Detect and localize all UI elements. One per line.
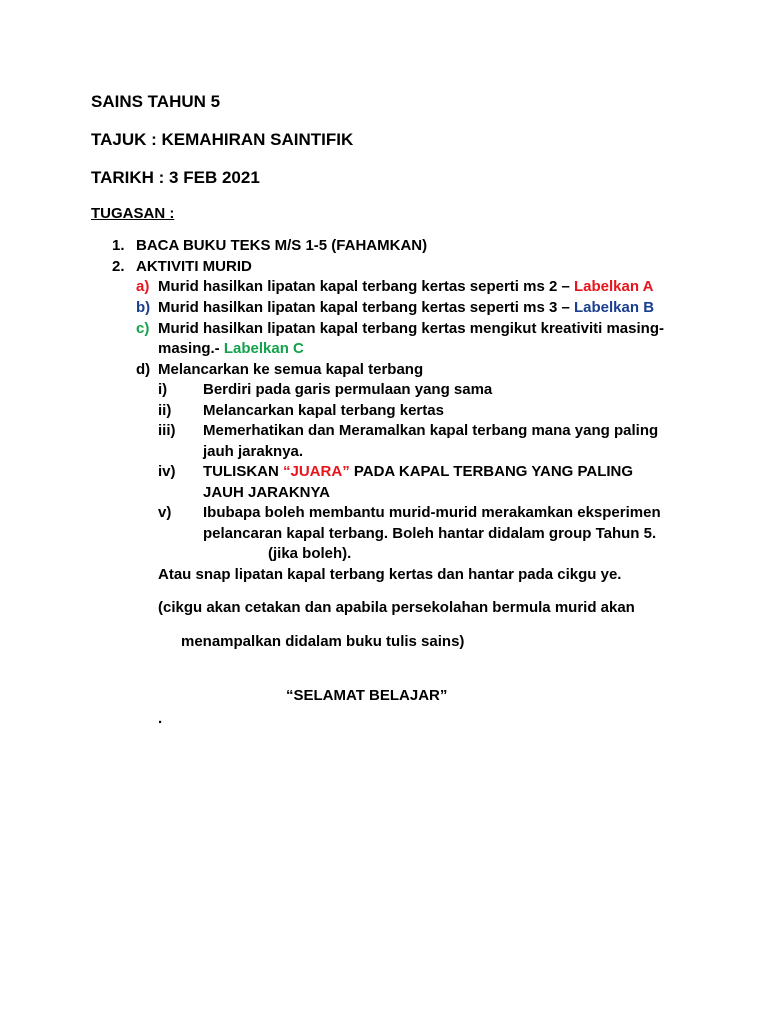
- note-line-2: menampalkan didalam buku tulis sains): [181, 633, 465, 650]
- subitem-a: [158, 277, 653, 297]
- subitem-c-line-1: Murid hasilkan lipatan kapal terbang kertas mengikut kreativiti masing-: [158, 320, 664, 337]
- label-a: Labelkan A: [574, 278, 654, 295]
- step-v-number: v): [158, 504, 172, 521]
- trailing-dot: .: [158, 710, 163, 727]
- item-1-number: 1.: [112, 237, 125, 254]
- subitem-d-text: Melancarkan ke semua kapal terbang: [158, 361, 424, 378]
- subitem-c-line-2: [158, 339, 304, 359]
- subitem-b: [158, 298, 654, 318]
- step-iii-number: iii): [158, 422, 176, 439]
- label-c: Labelkan C: [223, 340, 304, 357]
- item-2-text: AKTIVITI MURID: [136, 258, 252, 275]
- document-title: SAINS TAHUN 5: [91, 92, 221, 111]
- date-heading: TARIKH : 3 FEB 2021: [91, 168, 260, 187]
- step-i-number: i): [158, 381, 168, 398]
- step-iii-line-1: Memerhatikan dan Meramalkan kapal terbang mana yang paling: [203, 422, 659, 439]
- juara-word: JUARA: [290, 463, 343, 480]
- step-ii-number: ii): [158, 402, 172, 419]
- closing-message: “SELAMAT BELAJAR”: [286, 687, 448, 704]
- subitem-b-marker: b): [136, 299, 151, 316]
- note-line-1: (cikgu akan cetakan dan apabila persekolahan bermula murid akan: [158, 599, 635, 616]
- step-iv-pre: TULISKAN: [203, 463, 283, 480]
- topic-heading: TAJUK : KEMAHIRAN SAINTIFIK: [91, 130, 354, 149]
- snap-text: Atau snap lipatan kapal terbang kertas dan hantar pada cikgu ye.: [158, 566, 622, 583]
- step-v-line-2: pelancaran kapal terbang. Boleh hantar didalam group Tahun 5.: [203, 525, 657, 542]
- step-iv-post: PADA KAPAL TERBANG YANG PALING: [349, 463, 634, 480]
- subitem-b-text: Murid hasilkan lipatan kapal terbang kertas seperti ms 3 –: [158, 299, 574, 316]
- step-ii-text: Melancarkan kapal terbang kertas: [203, 402, 444, 419]
- step-v-line-1: Ibubapa boleh membantu murid-murid merakamkan eksperimen: [203, 504, 661, 521]
- item-2-number: 2.: [112, 258, 125, 275]
- quote-open: “: [283, 463, 291, 480]
- step-iv-number: iv): [158, 463, 176, 480]
- step-v-line-3: (jika boleh).: [268, 545, 352, 562]
- step-iv-line-1: [203, 462, 633, 482]
- subitem-c-text-2: masing.-: [158, 340, 224, 357]
- subitem-d-marker: d): [136, 361, 151, 378]
- quote-close: ”: [342, 463, 350, 480]
- subitem-a-marker: a): [136, 278, 150, 295]
- subitem-c-marker: c): [136, 320, 150, 337]
- step-iii-line-2: jauh jaraknya.: [203, 443, 304, 460]
- label-b: Labelkan B: [574, 299, 655, 316]
- step-iv-line-2: JAUH JARAKNYA: [203, 484, 330, 501]
- subitem-a-text: Murid hasilkan lipatan kapal terbang kertas seperti ms 2 –: [158, 278, 574, 295]
- item-1-text: BACA BUKU TEKS M/S 1-5 (FAHAMKAN): [136, 237, 428, 254]
- step-i-text: Berdiri pada garis permulaan yang sama: [203, 381, 493, 398]
- task-heading: TUGASAN :: [91, 205, 175, 222]
